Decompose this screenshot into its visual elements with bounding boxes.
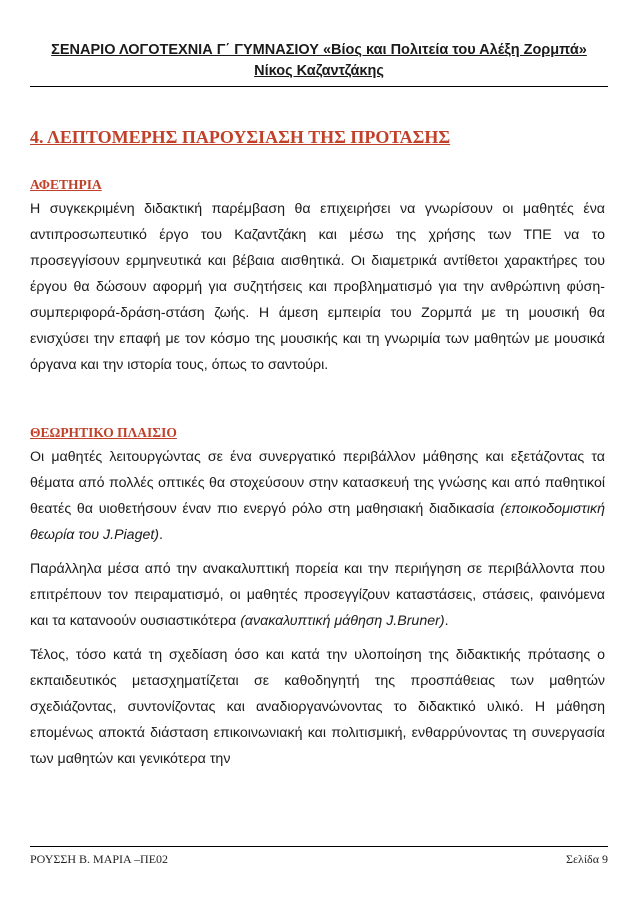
theory-p2-text: Παράλληλα μέσα από την ανακαλυπτική πορεία και την περιήγηση σε περιβάλλοντα που επιτρέπουν τον πειραματισμό, οι μαθητές προσεγγίζουν καταστάσεις, στάσεις, φαινόμενα και τα κατανοούν ουσιαστικότερα [30,561,605,629]
document-header [30,40,608,82]
header-author-line: Νίκος Καζαντζάκης [254,63,384,79]
theory-paragraph-3: Τέλος, τόσο κατά τη σχεδίαση όσο και κατά την υλοποίηση της διδακτικής πρότασης ο εκπαιδευτικός μετασχηματίζεται σε καθοδηγητή της προσπάθειας των μαθητών σχεδιάζοντας, συντονίζοντας και αναδιοργανώνοντας το διδακτικό υλικό. Η μάθηση επομένως αποκτά διάσταση επικοινωνιακή και πολιτισμική, ενθαρρύνοντας τη συνεργασία των μαθητών και γενικότερα την [30,647,605,767]
afetiria-paragraph: Η συγκεκριμένη διδακτική παρέμβαση θα επιχειρήσει να γνωρίσουν οι μαθητές ένα αντιπροσωπευτικό έργο του Καζαντζάκη και μέσω της χρήσης των ΤΠΕ να το προσεγγίσουν ερμηνευτικά και βέβαια αισθητικά. Οι διαμετρικά αντίθετοι χαρακτήρες του έργου θα δώσουν αφορμή για συζητήσεις και προβληματισμό για την ανθρώπινη φύση-συμπεριφορά-δράση-στάση ζωής. Η άμεση εμπειρία του Ζορμπά με τη μουσική θα ενισχύσει την επαφή με τον κόσμο της μουσικής και τη γνωριμία των μαθητών με μουσικά όργανα και την ιστορία τους, όπως το σαντούρι. [30,201,605,373]
header-divider [30,86,608,87]
theory-p1-text: Οι μαθητές λειτουργώντας σε ένα συνεργατικό περιβάλλον μάθησης και εξετάζοντας τα θέματα από πολλές οπτικές θα στοχεύσουν στην κατασκευή της γνώσης και από παθητικοί θεατές θα υιοθετήσουν έναν πιο ενεργό ρόλο στη μαθησιακή διαδικασία [30,449,605,517]
footer-divider [30,846,608,847]
theory-paragraph-2 [30,556,605,634]
theory-p2-end: . [444,613,449,629]
theory-p1-citation: (εποικοδομιστική θεωρία του J.Piaget) [30,501,605,543]
page-content [30,124,605,772]
theory-p1-end: . [159,527,163,543]
theory-heading: ΘΕΩΡΗΤΙΚΟ ΠΛΑΙΣΙΟ [30,425,177,440]
footer-page-number: Σελίδα 9 [565,852,608,866]
theory-p2-citation: (ανακαλυπτική μάθηση J.Bruner) [240,613,445,629]
theory-paragraph-1 [30,444,605,548]
afetiria-heading: ΑΦΕΤΗΡΙΑ [30,177,102,192]
header-title-line: ΣΕΝΑΡΙΟ ΛΟΓΟΤΕΧΝΙΑ Γ΄ ΓΥΜΝΑΣΙΟΥ «Βίος και Πολιτεία του Αλέξη Ζορμπά» [51,42,587,58]
footer-author: ΡΟΥΣΣΗ Β. ΜΑΡΙΑ –ΠΕ02 [30,852,169,866]
section-title: 4. ΛΕΠΤΟΜΕΡΗΣ ΠΑΡΟΥΣΙΑΣΗ ΤΗΣ ΠΡΟΤΑΣΗΣ [30,127,451,147]
